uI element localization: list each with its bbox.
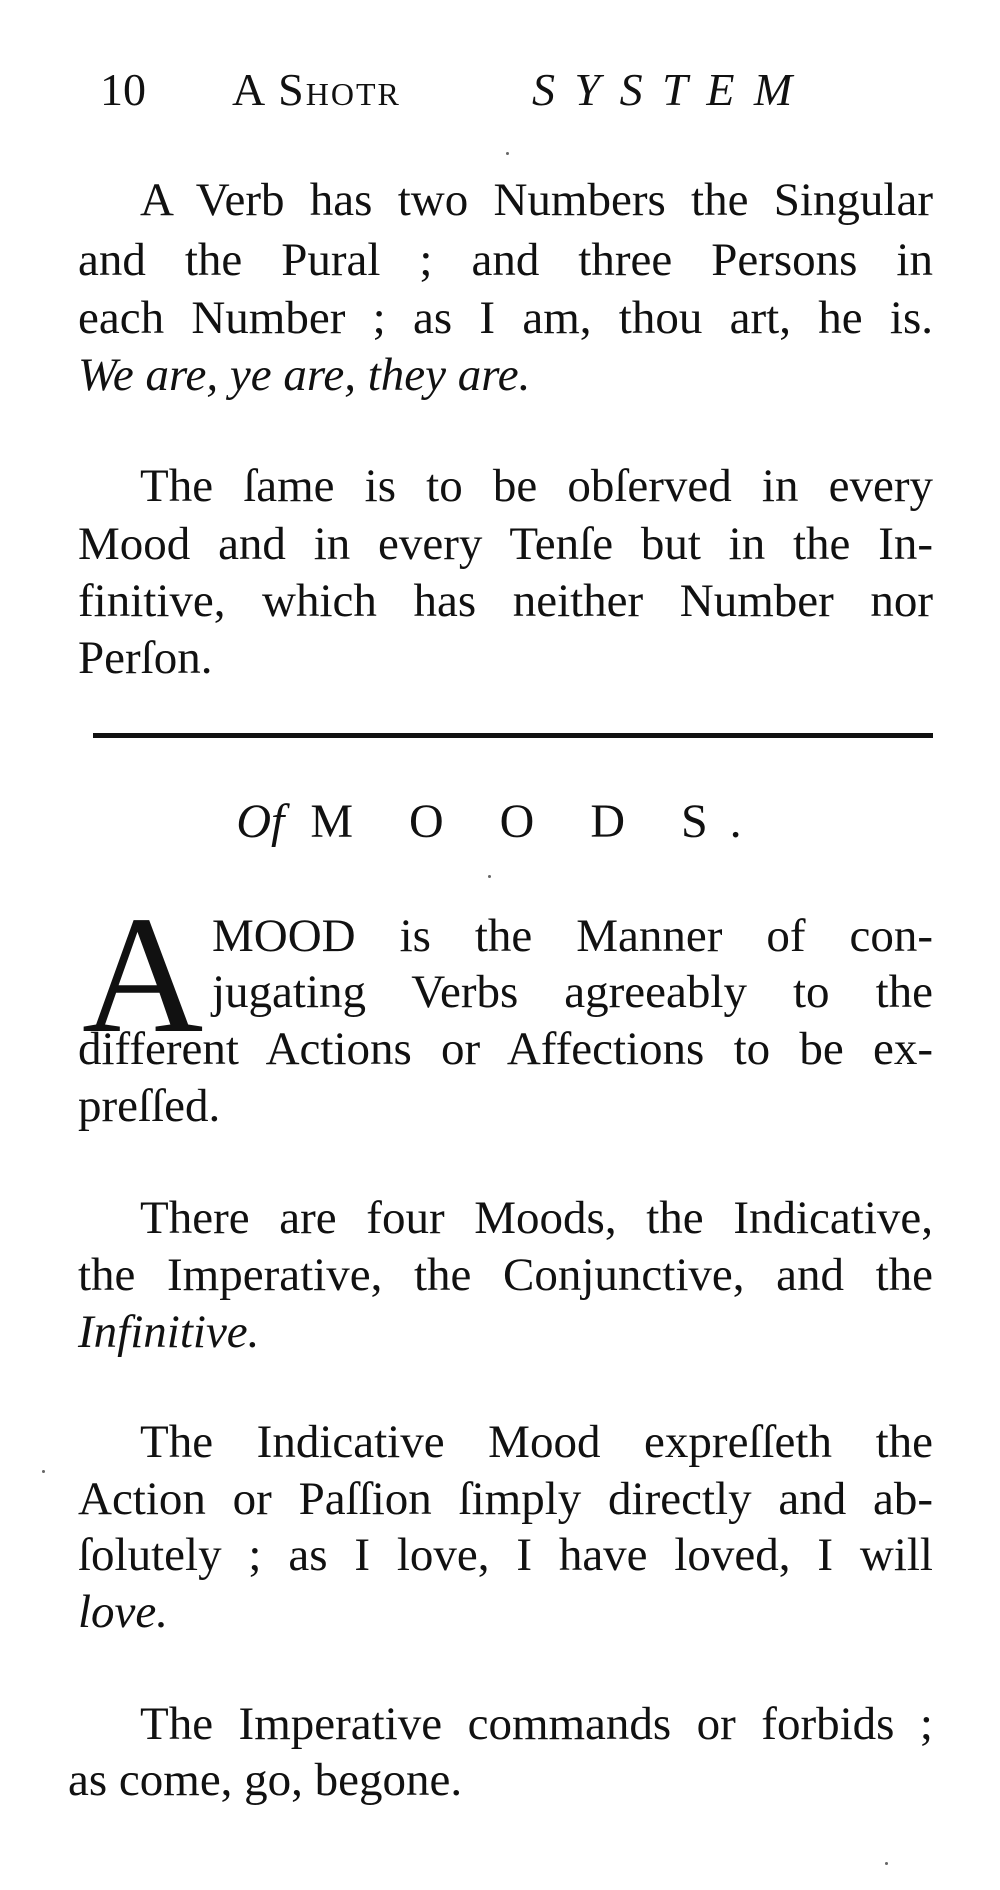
paragraph-2-line-4: Perſon. <box>78 632 213 684</box>
section-title-main: M O O D S. <box>310 795 764 848</box>
moods-para-1-line-4: preſſed. <box>78 1080 221 1132</box>
paragraph-2-line-1: The ſame is to be obſerved in every <box>140 460 933 512</box>
section-title-of: Of <box>236 795 285 848</box>
moods-para-2-line-3: Infinitive. <box>78 1306 260 1358</box>
scan-speck <box>885 1862 888 1865</box>
moods-para-3-line-3: ſolutely ; as I love, I have loved, I will <box>78 1529 933 1581</box>
page-number: 10 <box>100 64 146 115</box>
drop-cap: A <box>82 882 204 1068</box>
paragraph-2-line-2: Mood and in every Tenſe but in the In- <box>78 518 933 570</box>
moods-para-2-line-2: the Imperative, the Conjunctive, and the <box>78 1249 933 1301</box>
moods-para-2-line-1: There are four Moods, the Indicative, <box>140 1192 933 1244</box>
paragraph-1-line-3: each Number ; as I am, thou art, he is. <box>78 292 933 344</box>
moods-para-3-line-1: The Indicative Mood expreſſeth the <box>140 1416 933 1468</box>
running-title-part2: S Y S T E M <box>532 64 797 115</box>
moods-para-3-line-4: love. <box>78 1586 169 1638</box>
paragraph-1-line-4: We are, ye are, they are. <box>78 349 531 401</box>
scan-speck <box>42 1470 45 1473</box>
moods-para-4-line-1: The Imperative commands or forbids ; <box>140 1698 933 1750</box>
moods-para-1-line-2: jugating Verbs agreeably to the <box>212 966 933 1018</box>
moods-para-1-line-3: different Actions or Affections to be ex- <box>78 1023 933 1075</box>
section-title <box>0 792 1000 852</box>
paragraph-1-line-1: A Verb has two Numbers the Singular <box>140 174 933 226</box>
running-title-part1: A Shotr <box>232 64 401 115</box>
moods-para-3-line-2: Action or Paſſion ſimply directly and ab- <box>78 1473 933 1525</box>
moods-para-4-line-2: as come, go, begone. <box>68 1754 463 1806</box>
paragraph-1-line-2: and the Pural ; and three Persons in <box>78 234 933 286</box>
scan-speck <box>506 152 509 155</box>
paragraph-2-line-3: finitive, which has neither Number nor <box>78 575 933 627</box>
moods-para-1-line-1: MOOD is the Manner of con- <box>212 910 933 962</box>
section-divider <box>93 733 933 738</box>
scan-speck <box>488 875 491 878</box>
